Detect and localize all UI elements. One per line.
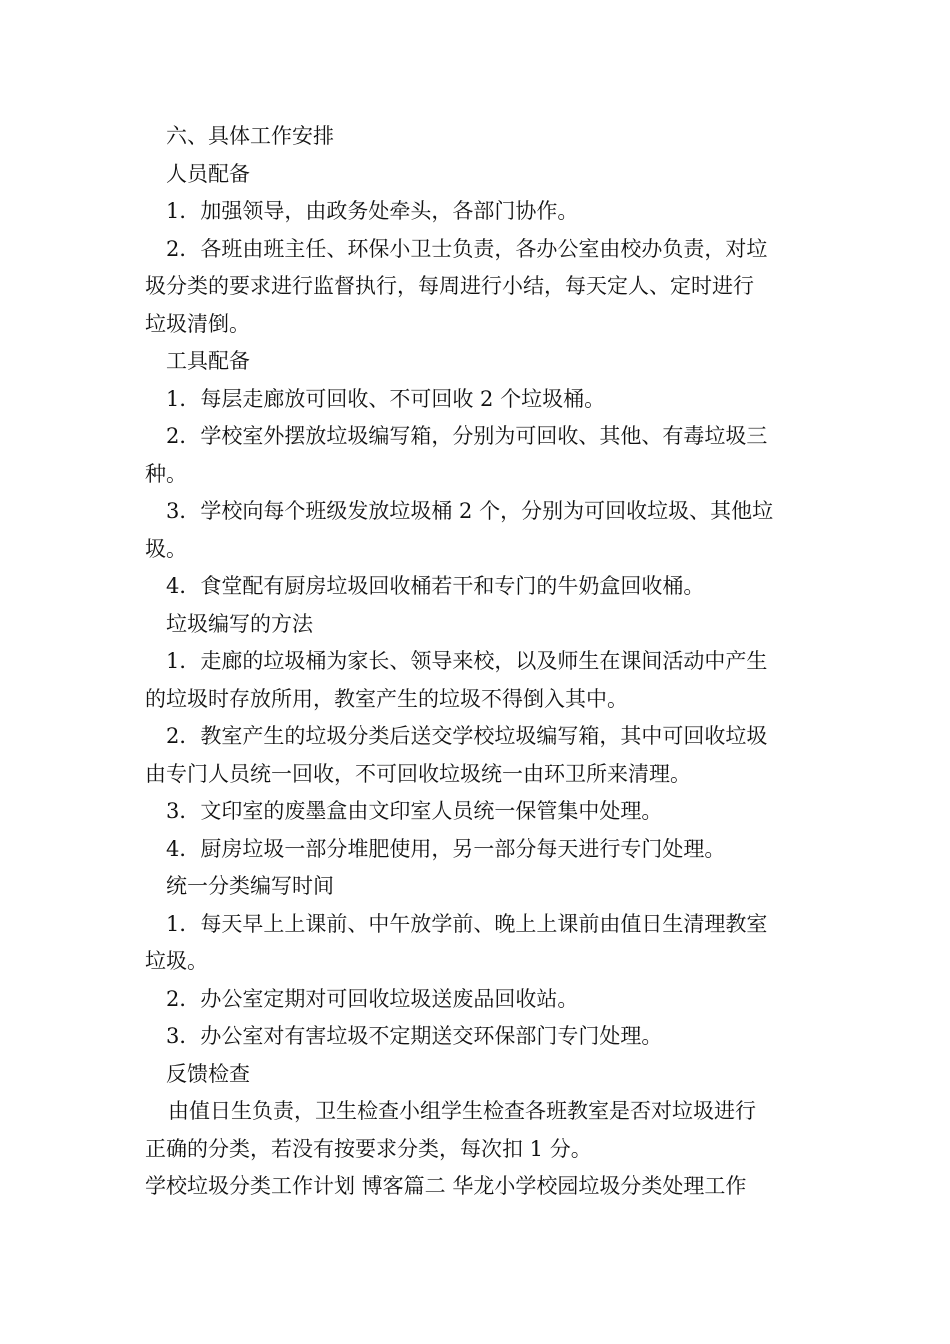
paragraph-line: 的垃圾时存放所用，教室产生的垃圾不得倒入其中。 (145, 686, 628, 711)
subsection-heading: 工具配备 (166, 349, 250, 373)
paragraph-line: 2．教室产生的垃圾分类后送交学校垃圾编写箱，其中可回收垃圾 (166, 724, 768, 748)
paragraph-line: 1．加强领导，由政务处牵头，各部门协作。 (166, 199, 579, 223)
paragraph-line: 垃圾清倒。 (145, 311, 250, 336)
subsection-heading: 反馈检查 (166, 1061, 250, 1086)
subsection-heading: 统一分类编写时间 (166, 874, 334, 898)
paragraph-line: 由专门人员统一回收，不可回收垃圾统一由环卫所来清理。 (145, 761, 691, 786)
paragraph-line: 垃圾。 (145, 949, 208, 973)
paragraph-line: 2．各班由班主任、环保小卫士负责，各办公室由校办负责，对垃 (166, 236, 768, 261)
paragraph-line: 1．每天早上上课前、中午放学前、晚上上课前由值日生清理教室 (166, 911, 768, 936)
paragraph-line: 3．文印室的废墨盒由文印室人员统一保管集中处理。 (166, 799, 663, 823)
document-body (145, 118, 810, 1206)
subsection-heading: 人员配备 (166, 161, 250, 186)
subsection-heading: 垃圾编写的方法 (166, 611, 313, 636)
paragraph-line: 1．走廊的垃圾桶为家长、领导来校，以及师生在课间活动中产生 (166, 649, 768, 673)
paragraph-line: 4．食堂配有厨房垃圾回收桶若干和专门的牛奶盒回收桶。 (166, 574, 705, 598)
next-article-title: 学校垃圾分类工作计划 博客篇二 华龙小学校园垃圾分类处理工作 (145, 1174, 747, 1198)
paragraph-line: 由值日生负责，卫生检查小组学生检查各班教室是否对垃圾进行 (168, 1099, 756, 1123)
section-heading: 六、具体工作安排 (166, 124, 334, 148)
paragraph-line: 2．办公室定期对可回收垃圾送废品回收站。 (166, 986, 579, 1011)
paragraph-line: 4．厨房垃圾一部分堆肥使用，另一部分每天进行专门处理。 (166, 836, 726, 861)
paragraph-line: 1．每层走廊放可回收、不可回收 2 个垃圾桶。 (166, 386, 606, 411)
paragraph-line: 3．学校向每个班级发放垃圾桶 2 个，分别为可回收垃圾、其他垃 (166, 499, 774, 523)
paragraph-line: 2．学校室外摆放垃圾编写箱，分别为可回收、其他、有毒垃圾三 (166, 424, 768, 448)
paragraph-line: 3．办公室对有害垃圾不定期送交环保部门专门处理。 (166, 1024, 663, 1048)
paragraph-line: 圾。 (145, 536, 187, 561)
paragraph-line: 种。 (145, 461, 187, 486)
paragraph-line: 圾分类的要求进行监督执行，每周进行小结，每天定人、定时进行 (145, 274, 754, 298)
paragraph-line: 正确的分类，若没有按要求分类，每次扣 1 分。 (145, 1136, 592, 1161)
